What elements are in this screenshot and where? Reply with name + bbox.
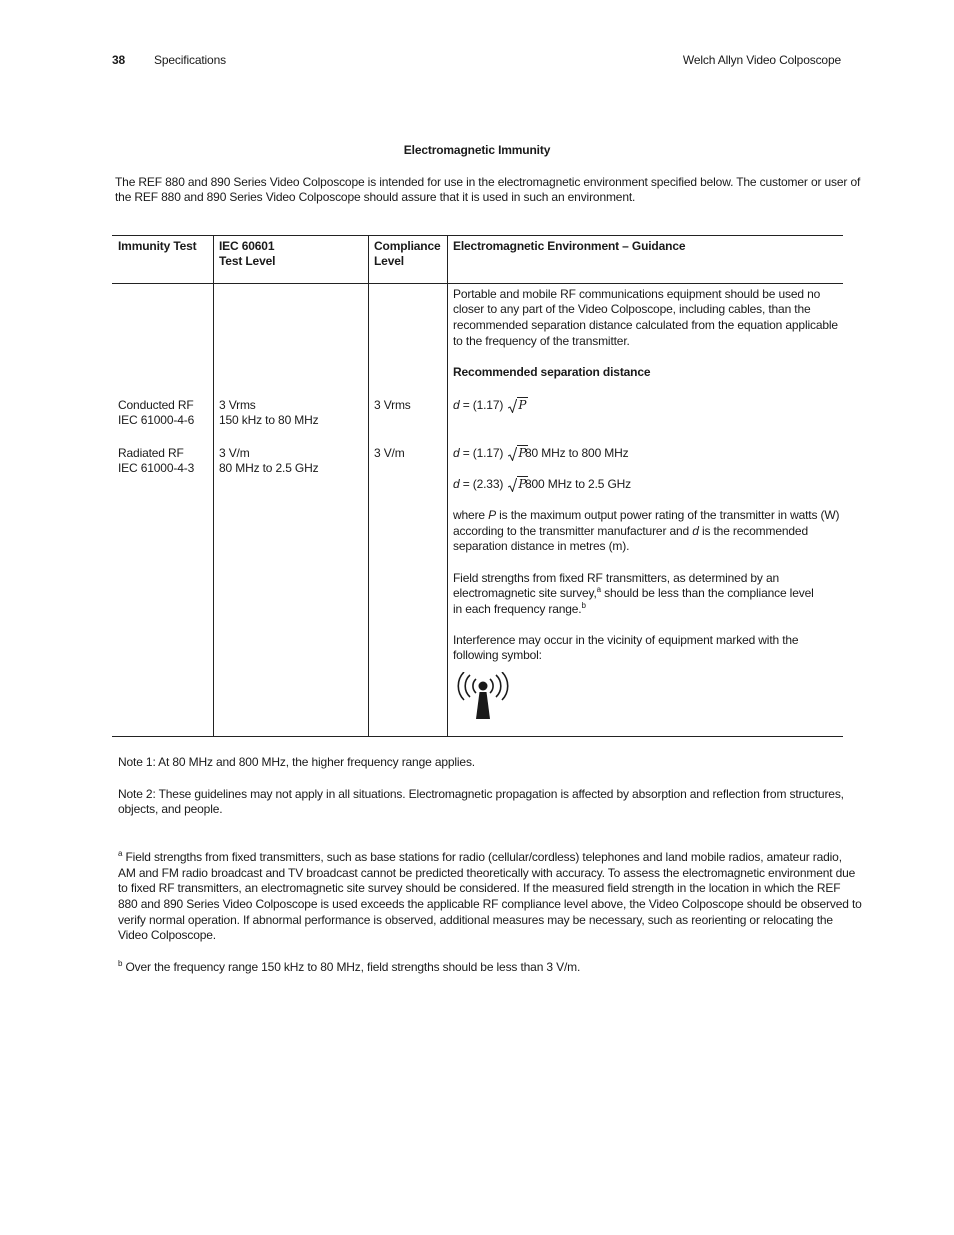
section-title: Specifications bbox=[154, 53, 226, 67]
radiated-level: 3 V/m bbox=[219, 446, 250, 460]
conducted-test-name: Conducted RF bbox=[118, 398, 194, 412]
table-column-divider bbox=[213, 235, 214, 737]
radiated-test-standard: IEC 61000-4-3 bbox=[118, 461, 195, 475]
radiated-formula-1 bbox=[453, 446, 528, 462]
table-column-divider bbox=[447, 235, 448, 737]
interference-line: following symbol: bbox=[453, 648, 542, 662]
page-title: Electromagnetic Immunity bbox=[403, 143, 551, 157]
table-column-divider bbox=[368, 235, 369, 737]
formula-coefficient: = (1.17) bbox=[459, 398, 507, 412]
where-line: according to the transmitter manufacturer and d is the recommended bbox=[453, 524, 808, 538]
table-bottom-border bbox=[112, 736, 843, 737]
guidance-intro-line: to the frequency of the transmitter. bbox=[453, 334, 630, 348]
formula-2-range: 800 MHz to 2.5 GHz bbox=[525, 477, 632, 491]
footnote-mark-a: a bbox=[118, 849, 123, 858]
radiated-test-name: Radiated RF bbox=[118, 446, 184, 460]
header-iec-level: Test Level bbox=[219, 254, 276, 268]
footnote-a-line: Video Colposcope. bbox=[118, 928, 216, 942]
footnote-a-line: 880 and 890 Series Video Colposcope is used exceeds the applicable RF compliance level above, the Video Colposcope should be observed to bbox=[118, 897, 862, 911]
formula-d: d bbox=[453, 477, 460, 491]
rec-sep-heading: Recommended separation distance bbox=[453, 365, 651, 379]
field-strength-line: Field strengths from fixed RF transmitters, as determined by an bbox=[453, 571, 780, 585]
guidance-intro-line: Portable and mobile RF communications equipment should be used no bbox=[453, 287, 821, 301]
note-2: objects, and people. bbox=[118, 802, 223, 816]
formula-d: d bbox=[453, 446, 460, 460]
formula-p: P bbox=[518, 477, 527, 491]
header-compliance-level: Level bbox=[374, 254, 404, 268]
table-header-border bbox=[112, 283, 843, 284]
field-strength-line: electromagnetic site survey,$^a$ should be less than the compliance level bbox=[453, 585, 814, 600]
non-ionizing-radiation-icon bbox=[455, 672, 511, 722]
footnote-mark-b: b bbox=[118, 959, 123, 968]
formula-p: P bbox=[518, 446, 527, 460]
conducted-test-standard: IEC 61000-4-6 bbox=[118, 413, 195, 427]
footnote-a-line: verify normal operation. If abnormal performance is observed, additional measures may be necessary, such as reorienting or relocating the bbox=[118, 913, 833, 927]
formula-coefficient: = (1.17) bbox=[459, 446, 507, 460]
radiated-formula-2 bbox=[453, 477, 528, 493]
footnote-a: $^a$ Field strengths from fixed transmitters, such as base stations for radio (cellular/cordless) telephones and land mobile radios, amateur radio, bbox=[118, 849, 842, 864]
note-1: Note 1: At 80 MHz and 800 MHz, the higher frequency range applies. bbox=[118, 755, 475, 769]
guidance-intro-line: recommended separation distance calculated from the equation applicable bbox=[453, 318, 838, 332]
product-title: Welch Allyn Video Colposcope bbox=[682, 53, 841, 67]
footnote-ref-a: a bbox=[596, 585, 601, 594]
field-strength-line: in each frequency range.$^b$ bbox=[453, 601, 586, 616]
guidance-intro-line: closer to any part of the Video Colposcope, including cables, than the bbox=[453, 302, 811, 316]
conducted-formula bbox=[453, 398, 528, 414]
conducted-level: 3 Vrms bbox=[219, 398, 256, 412]
formula-d: d bbox=[453, 398, 460, 412]
intro-line-2: the REF 880 and 890 Series Video Colposcope should assure that it is used in such an environment. bbox=[115, 190, 636, 204]
where-line: separation distance in metres (m). bbox=[453, 539, 630, 553]
formula-1-range: 80 MHz to 800 MHz bbox=[525, 446, 629, 460]
formula-p: P bbox=[518, 398, 527, 412]
header-iec-level: IEC 60601 bbox=[219, 239, 275, 253]
radiated-range: 80 MHz to 2.5 GHz bbox=[219, 461, 319, 475]
where-line: where P is the maximum output power rating of the transmitter in watts (W) bbox=[453, 508, 840, 522]
header-compliance-level: Compliance bbox=[374, 239, 441, 253]
footnote-ref-b: b bbox=[581, 601, 586, 610]
header-guidance: Electromagnetic Environment – Guidance bbox=[453, 239, 686, 253]
formula-coefficient: = (2.33) bbox=[459, 477, 507, 491]
sqrt-symbol bbox=[508, 398, 528, 414]
page-number: 38 bbox=[112, 53, 126, 67]
header-immunity-test: Immunity Test bbox=[118, 239, 197, 253]
footnote-a-line: to fixed RF transmitters, an electromagnetic site survey should be considered. If the measured field strength in the location in which the REF bbox=[118, 881, 841, 895]
conducted-compliance: 3 Vrms bbox=[374, 398, 411, 412]
table-top-border bbox=[112, 235, 843, 236]
conducted-range: 150 kHz to 80 MHz bbox=[219, 413, 319, 427]
intro-line-1: The REF 880 and 890 Series Video Colposcope is intended for use in the electromagnetic environment specified below. The customer or user of bbox=[115, 175, 861, 189]
footnote-b: $^b$ Over the frequency range 150 kHz to 80 MHz, field strengths should be less than 3 V/m. bbox=[118, 959, 581, 974]
note-2: Note 2: These guidelines may not apply in all situations. Electromagnetic propagation is affected by absorption and reflection from structures, bbox=[118, 787, 844, 801]
interference-line: Interference may occur in the vicinity of equipment marked with the bbox=[453, 633, 799, 647]
radiated-compliance: 3 V/m bbox=[374, 446, 405, 460]
footnote-a-line: AM and FM radio broadcast and TV broadcast cannot be predicted theoretically with accuracy. To assess the electromagnetic environment due bbox=[118, 866, 856, 880]
